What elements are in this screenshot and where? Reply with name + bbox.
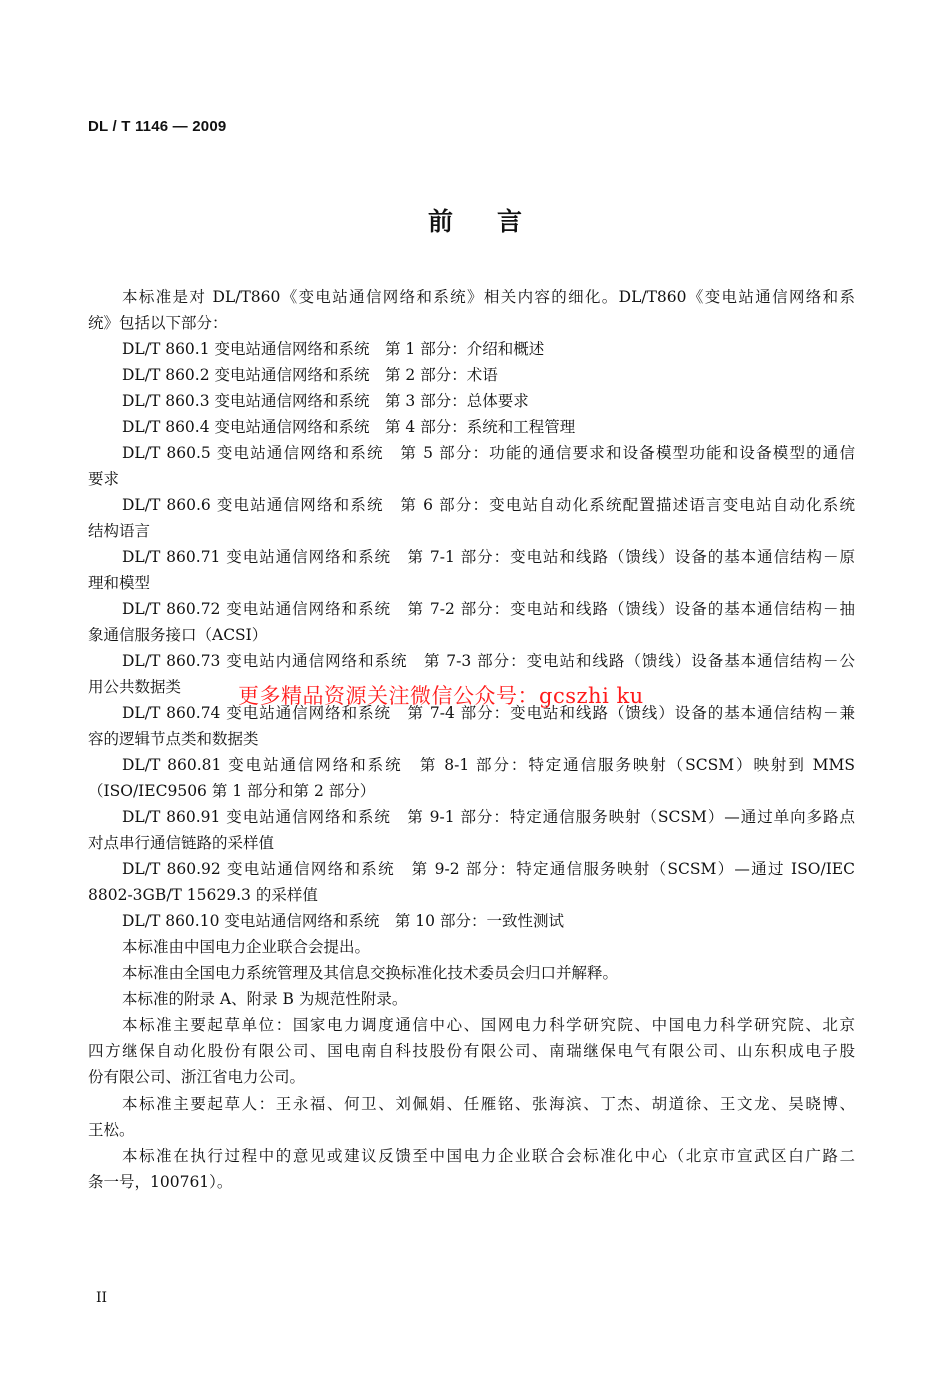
paragraph-line: 本标准是对 DL/T860《变电站通信网络和系统》相关内容的细化。DL/T860《变电站通信网络和系 <box>122 288 855 306</box>
list-item-continued: 象通信服务接口（ACSI） <box>88 626 268 644</box>
paragraph-line: 四方继保自动化股份有限公司、国电南自科技股份有限公司、南瑞继保电气有限公司、山东积成电子股 <box>88 1042 855 1060</box>
list-item: DL/T 860.3 变电站通信网络和系统 第 3 部分：总体要求 <box>122 392 529 410</box>
page-number: II <box>96 1290 108 1306</box>
list-item: DL/T 860.91 变电站通信网络和系统 第 9-1 部分：特定通信服务映射（SCSM）—通过单向多路点 <box>122 808 855 826</box>
list-item: DL/T 860.73 变电站内通信网络和系统 第 7-3 部分：变电站和线路（馈线）设备基本通信结构－公 <box>122 652 855 670</box>
paragraph-line: 统》包括以下部分： <box>88 314 228 332</box>
list-item: DL/T 860.6 变电站通信网络和系统 第 6 部分：变电站自动化系统配置描述语言变电站自动化系统 <box>122 496 855 514</box>
watermark-text: 更多精品资源关注微信公众号：gcszhi ku <box>238 684 644 708</box>
list-item-continued: 对点串行通信链路的采样值 <box>88 834 275 852</box>
page-title: 前言 <box>427 207 566 236</box>
list-item: DL/T 860.10 变电站通信网络和系统 第 10 部分：一致性测试 <box>122 912 564 930</box>
list-item: DL/T 860.5 变电站通信网络和系统 第 5 部分：功能的通信要求和设备模型功能和设备模型的通信 <box>122 444 855 462</box>
list-item: DL/T 860.72 变电站通信网络和系统 第 7-2 部分：变电站和线路（馈线）设备的基本通信结构－抽 <box>122 600 855 618</box>
list-item: DL/T 860.4 变电站通信网络和系统 第 4 部分：系统和工程管理 <box>122 418 576 436</box>
paragraph-line: 本标准的附录 A、附录 B 为规范性附录。 <box>122 990 408 1008</box>
list-item: DL/T 860.81 变电站通信网络和系统 第 8-1 部分：特定通信服务映射（SCSM）映射到 MMS <box>122 756 855 774</box>
paragraph-line: 份有限公司、浙江省电力公司。 <box>88 1068 306 1086</box>
paragraph-line: 本标准主要起草单位：国家电力调度通信中心、国网电力科学研究院、中国电力科学研究院、北京 <box>122 1016 855 1034</box>
paragraph-line: 本标准由中国电力企业联合会提出。 <box>122 938 371 956</box>
list-item-continued: 要求 <box>88 470 120 488</box>
list-item-continued: 理和模型 <box>88 574 151 592</box>
list-item: DL/T 860.1 变电站通信网络和系统 第 1 部分：介绍和概述 <box>122 340 545 358</box>
list-item-continued: 用公共数据类 <box>88 678 182 696</box>
list-item-continued: 容的逻辑节点类和数据类 <box>88 730 259 748</box>
paragraph-line: 条一号，100761）。 <box>88 1173 233 1191</box>
list-item-continued: （ISO/IEC9506 第 1 部分和第 2 部分） <box>88 782 376 800</box>
paragraph-line: 本标准在执行过程中的意见或建议反馈至中国电力企业联合会标准化中心（北京市宣武区白广路二 <box>122 1147 855 1165</box>
list-item: DL/T 860.74 变电站通信网络和系统 第 7-4 部分：变电站和线路（馈线）设备的基本通信结构－兼 <box>122 704 855 722</box>
list-item-continued: 结构语言 <box>88 522 151 540</box>
list-item: DL/T 860.92 变电站通信网络和系统 第 9-2 部分：特定通信服务映射（SCSM）—通过 ISO/IEC <box>122 860 855 878</box>
paragraph-line: 王松。 <box>88 1121 135 1139</box>
list-item-continued: 8802-3GB/T 15629.3 的采样值 <box>88 886 318 904</box>
paragraph-line: 本标准主要起草人：王永福、何卫、刘佩娟、任雁铭、张海滨、丁杰、胡道徐、王文龙、吴晓博、 <box>122 1095 855 1113</box>
list-item: DL/T 860.71 变电站通信网络和系统 第 7-1 部分：变电站和线路（馈线）设备的基本通信结构－原 <box>122 548 855 566</box>
list-item: DL/T 860.2 变电站通信网络和系统 第 2 部分：术语 <box>122 366 498 384</box>
document-code: DL / T 1146 — 2009 <box>88 118 227 135</box>
paragraph-line: 本标准由全国电力系统管理及其信息交换标准化技术委员会归口并解释。 <box>122 964 619 982</box>
